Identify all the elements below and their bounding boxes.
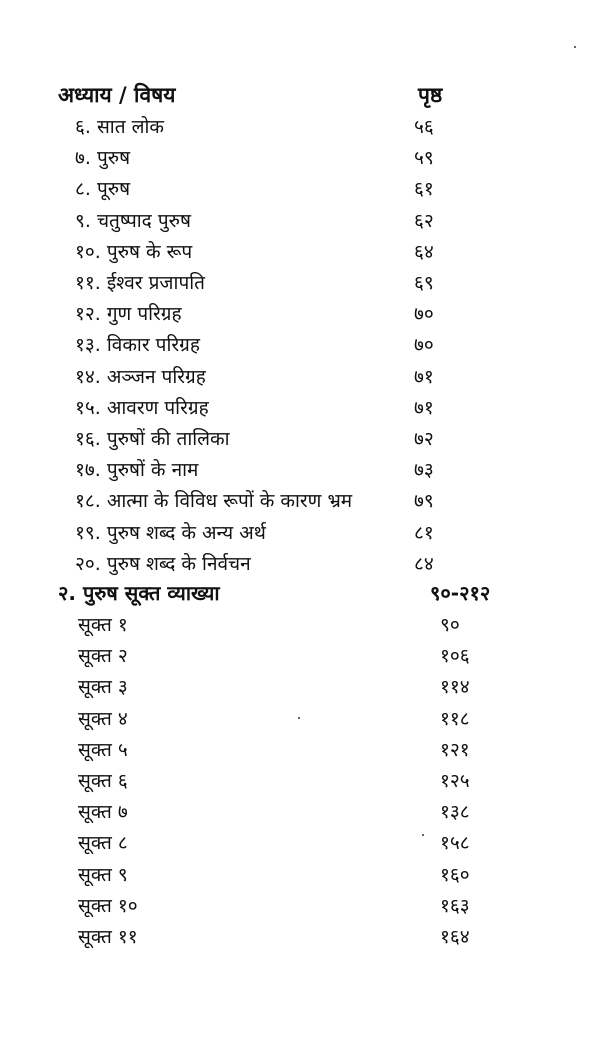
- entry-page: १६४: [440, 926, 470, 948]
- toc-entry: [0, 143, 600, 173]
- scan-speck: [298, 717, 300, 719]
- entry-page: ७२: [414, 428, 434, 450]
- entry-title: १५. आवरण परिग्रह: [75, 396, 209, 419]
- entry-page: ६४: [414, 240, 434, 263]
- toc-entry: [0, 766, 600, 796]
- entry-title: सूक्त ११: [78, 926, 138, 948]
- entry-title: सूक्त ७: [78, 801, 128, 824]
- entry-page: ७०: [414, 303, 434, 326]
- entry-title: १९. पुरुष शब्द के अन्य अर्थ: [75, 521, 266, 544]
- toc-entry: [0, 206, 600, 236]
- entry-title: सूक्त २: [78, 645, 128, 668]
- entry-title: ९. चतुष्पाद पुरुष: [75, 209, 191, 232]
- toc-entry: [0, 455, 600, 485]
- toc-entry: [0, 237, 600, 267]
- entry-title: १२. गुण परिग्रह: [75, 303, 182, 326]
- entry-title: ६. सात लोक: [75, 116, 164, 138]
- entry-page: १६०: [440, 863, 470, 886]
- entry-page: ८४: [414, 552, 434, 575]
- entry-title: सूक्त ४: [78, 707, 128, 730]
- entry-page: ११८: [440, 707, 470, 730]
- entry-title: २०. पुरुष शब्द के निर्वचन: [75, 552, 251, 575]
- entry-title: सूक्त १०: [78, 894, 138, 917]
- toc-entry: [0, 891, 600, 921]
- section-heading: [0, 578, 600, 608]
- toc-entry: [0, 486, 600, 516]
- entry-page: ७३: [414, 459, 434, 482]
- entry-title: ११. ईश्वर प्रजापति: [75, 272, 205, 294]
- scan-speck: [422, 834, 424, 836]
- entry-title: १३. विकार परिग्रह: [75, 334, 200, 357]
- entry-title: सूक्त ८: [78, 832, 128, 855]
- entry-title: १७. पुरुषों के नाम: [75, 459, 199, 482]
- entry-page: १२५: [440, 770, 470, 792]
- entry-page: ७१: [414, 396, 434, 419]
- toc-entry: [0, 174, 600, 204]
- toc-entry: [0, 641, 600, 671]
- toc-entry: [0, 549, 600, 579]
- toc-entry: [0, 518, 600, 548]
- entry-page: ६२: [414, 209, 434, 232]
- toc-entry: [0, 704, 600, 734]
- toc-entry: [0, 362, 600, 392]
- toc-entry: [0, 299, 600, 329]
- entry-title: १८. आत्मा के विविध रूपों के कारण भ्रम: [75, 490, 353, 513]
- entry-title: ८. पूरुष: [75, 178, 131, 201]
- toc-header: [0, 80, 600, 110]
- entry-title: १४. अञ्जन परिग्रह: [75, 365, 206, 388]
- entry-page: १५८: [440, 832, 470, 855]
- entry-page: ६१: [414, 178, 434, 201]
- entry-title: ७. पुरुष: [75, 147, 131, 170]
- entry-page: १२१: [440, 738, 470, 761]
- header-page: पृष्ठ: [418, 83, 443, 107]
- entry-title: १६. पुरुषों की तालिका: [75, 428, 230, 450]
- toc-entry: [0, 112, 600, 142]
- entry-title: सूक्त १: [78, 614, 128, 636]
- toc-entry: [0, 922, 600, 952]
- entry-page: १३८: [440, 801, 470, 824]
- scan-speck: [574, 46, 576, 48]
- entry-page: ५६: [414, 116, 434, 138]
- toc-entry: [0, 672, 600, 702]
- toc-entry: [0, 735, 600, 765]
- entry-page: ११४: [440, 676, 470, 699]
- entry-page: ७१: [414, 365, 434, 388]
- entry-page: १०६: [440, 645, 470, 668]
- section-page: ९०-२१२: [430, 581, 491, 605]
- header-topic: अध्याय / विषय: [58, 83, 176, 107]
- entry-page: ७९: [414, 490, 434, 513]
- toc-entry: [0, 610, 600, 640]
- toc-entry: [0, 860, 600, 890]
- entry-title: सूक्त ३: [78, 676, 128, 699]
- toc-entry: [0, 268, 600, 298]
- entry-title: १०. पुरुष के रूप: [75, 240, 193, 263]
- entry-page: ७०: [414, 334, 434, 357]
- entry-page: ९०: [440, 614, 460, 636]
- toc-entry: [0, 424, 600, 454]
- entry-title: सूक्त ९: [78, 863, 128, 886]
- toc-entry: [0, 797, 600, 827]
- entry-title: सूक्त ५: [78, 738, 128, 761]
- toc-entry: [0, 828, 600, 858]
- entry-page: १६३: [440, 894, 470, 917]
- entry-page: ६९: [414, 272, 434, 294]
- entry-title: सूक्त ६: [78, 770, 128, 792]
- section-title: २. पुरुष सूक्त व्याख्या: [58, 581, 220, 605]
- toc-entry: [0, 393, 600, 423]
- toc-entry: [0, 330, 600, 360]
- entry-page: ८१: [414, 521, 434, 544]
- entry-page: ५९: [414, 147, 434, 170]
